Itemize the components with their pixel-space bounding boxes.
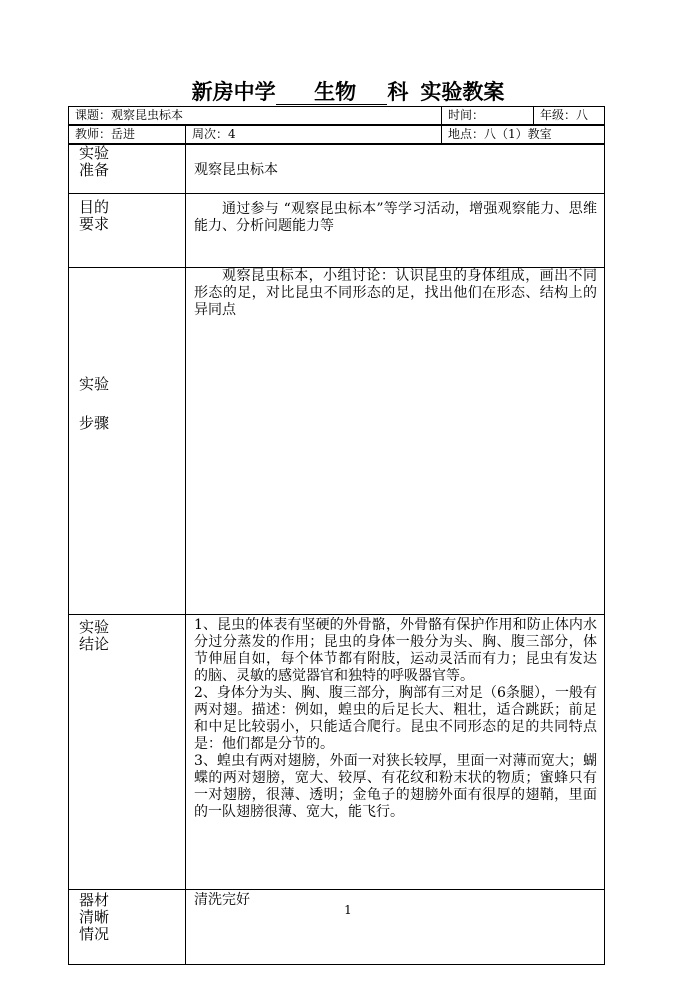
place-cell: 地点：八（1）教室 — [442, 126, 605, 144]
header-table-row-2 — [68, 125, 605, 144]
prep-content — [186, 145, 605, 194]
row-goal — [69, 194, 605, 268]
subject-name: 生物 — [314, 79, 357, 104]
steps-label — [69, 268, 186, 615]
school-name: 新房中学 — [191, 79, 276, 104]
subject-blank — [276, 80, 388, 105]
grade-cell: 年级：八 — [534, 107, 605, 125]
goal-content — [186, 194, 605, 268]
time-cell: 时间： — [442, 107, 534, 125]
topic-cell: 课题：观察昆虫标本 — [69, 107, 442, 125]
subject-suffix: 科 — [387, 79, 409, 104]
equipment-label-line: 情况 — [79, 925, 110, 943]
conclusion-paragraph: 3、蝗虫有两对翅膀，外面一对狭长较厚，里面一对薄而宽大；蝴蝶的两对翅膀，宽大、较厚、有花纹和粉末状的物质；蜜蜂只有一对翅膀，很薄、透明；金龟子的翅膀外面有很厚的翅鞘，里面的一队翅膀很薄、宽大，能飞行。 — [194, 753, 597, 820]
equipment-content — [186, 890, 605, 965]
goal-label — [69, 194, 186, 268]
doc-type: 实验教案 — [420, 79, 505, 104]
row-prep — [69, 145, 605, 194]
equipment-label-line: 器材 — [79, 891, 110, 909]
steps-label-line: 步骤 — [79, 414, 110, 432]
prep-label — [69, 145, 186, 194]
header-table-row-1 — [68, 106, 605, 125]
steps-label-line: 实验 — [79, 375, 110, 393]
conclusion-label-line: 结论 — [79, 635, 110, 653]
conclusion-label — [69, 615, 186, 890]
prep-label-line: 实验 — [79, 144, 110, 162]
steps-content — [186, 268, 605, 615]
goal-label-line: 要求 — [79, 215, 110, 233]
teacher-cell: 教师：岳进 — [69, 126, 186, 144]
document-title — [0, 76, 696, 106]
steps-text: 观察昆虫标本，小组讨论：认识昆虫的身体组成，画出不同形态的足，对比昆虫不同形态的足，找出他们在形态、结构上的异同点 — [194, 268, 597, 318]
page-number: 1 — [344, 903, 352, 917]
week-cell: 周次：4 — [186, 126, 442, 144]
conclusion-content — [186, 615, 605, 890]
row-conclusion — [69, 615, 605, 890]
goal-text: 通过参与 “观察昆虫标本”等学习活动，增强观察能力、思维能力、分析问题能力等 — [194, 201, 597, 234]
prep-text: 观察昆虫标本 — [194, 161, 278, 178]
body-table — [68, 144, 605, 965]
goal-label-line: 目的 — [79, 198, 110, 216]
conclusion-paragraph: 2、身体分为头、胸、腹三部分，胸部有三对足（6条腿），一般有两对翅。描述：例如，蝗虫的后足长大、粗壮，适合跳跃；前足和中足比较弱小，只能适合爬行。昆虫不同形态的足的共同特点是：他们都是分节的。 — [194, 685, 597, 752]
equipment-text: 清洗完好 — [194, 892, 250, 908]
conclusion-label-line: 实验 — [79, 618, 110, 636]
conclusion-paragraph: 1、昆虫的体表有坚硬的外骨骼，外骨骼有保护作用和防止体内水分过分蒸发的作用；昆虫的身体一般分为头、胸、腹三部分，体节伸屈自如，每个体节都有附肢，运动灵活而有力；昆虫有发达的脑、灵敏的感觉器官和独特的呼吸器官等。 — [194, 617, 597, 684]
row-equipment — [69, 890, 605, 965]
row-steps — [69, 268, 605, 615]
prep-label-line: 准备 — [79, 161, 110, 179]
equipment-label — [69, 890, 186, 965]
equipment-label-line: 清晰 — [79, 908, 110, 926]
